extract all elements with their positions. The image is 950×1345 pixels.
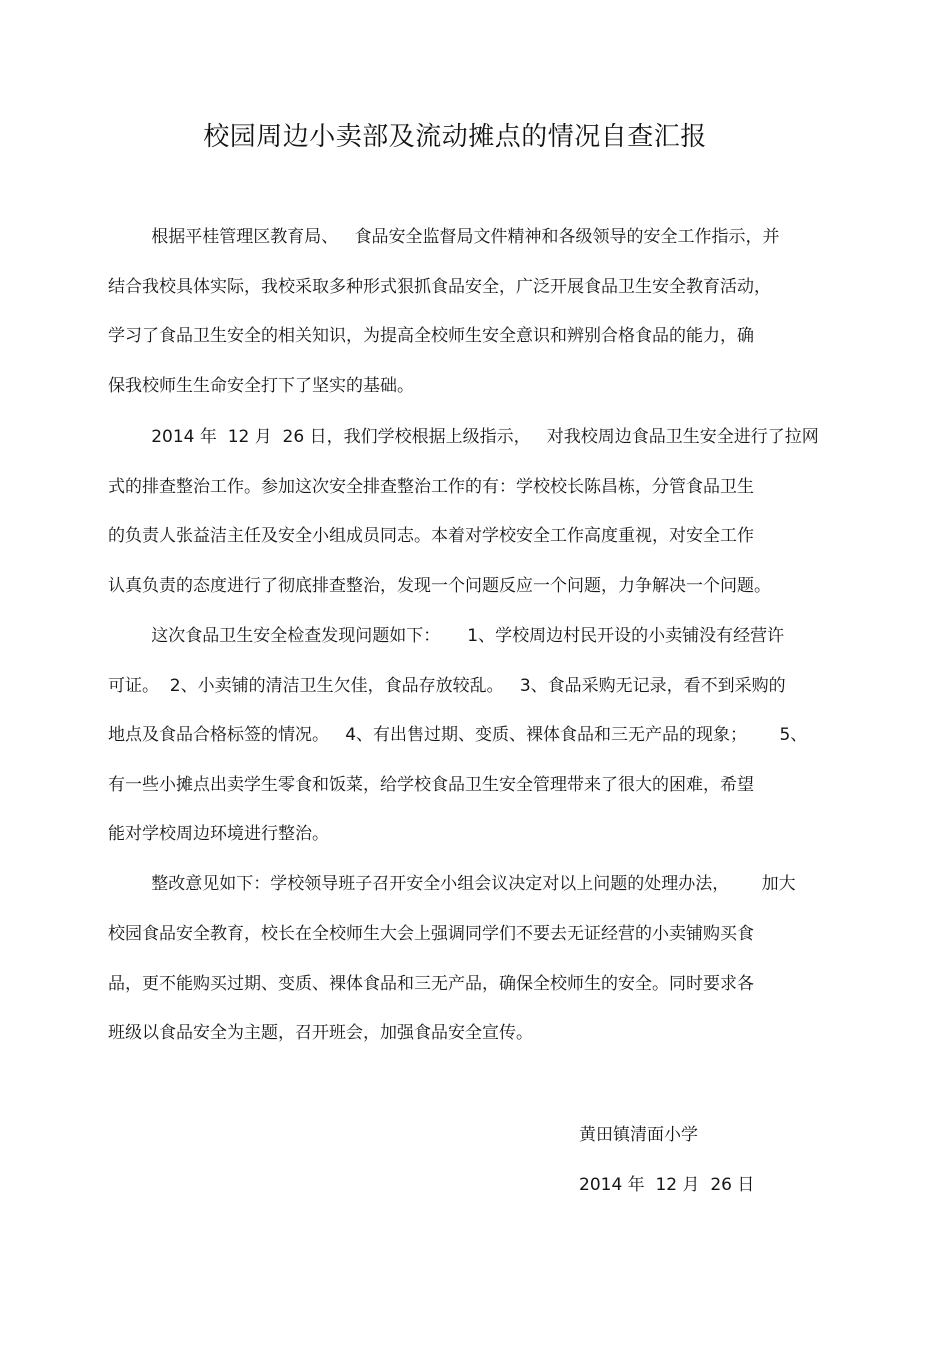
paragraph-line: 结合我校具体实际，我校采取多种形式狠抓食品安全，广泛开展食品卫生安全教育活动， <box>108 277 771 297</box>
signature-date: 2014 年 12 月 26 日 <box>579 1175 755 1195</box>
paragraph-line: 2014 年 12 月 26 日，我们学校根据上级指示， 对我校周边食品卫生安全进行了拉网 <box>108 427 819 447</box>
paragraph-line: 式的排查整治工作。参加这次安全排查整治工作的有：学校校长陈昌栋，分管食品卫生 <box>108 477 754 497</box>
paragraph-line: 保我校师生生命安全打下了坚实的基础。 <box>108 376 414 396</box>
paragraph-line: 整改意见如下：学校领导班子召开安全小组会议决定对以上问题的处理办法， 加大 <box>108 874 796 894</box>
document-title: 校园周边小卖部及流动摊点的情况自查汇报 <box>203 122 707 152</box>
paragraph-line: 根据平桂管理区教育局、 食品安全监督局文件精神和各级领导的安全工作指示，并 <box>108 227 780 247</box>
paragraph-line: 班级以食品安全为主题，召开班会，加强食品安全宣传。 <box>108 1023 533 1043</box>
paragraph-line: 能对学校周边环境进行整治。 <box>108 824 329 844</box>
paragraph-line: 可证。 2、小卖铺的清洁卫生欠佳，食品存放较乱。 3、食品采购无记录，看不到采购的 <box>108 676 786 696</box>
paragraph-line: 地点及食品合格标签的情况。 4、有出售过期、变质、裸体食品和三无产品的现象； 5、 <box>108 725 808 745</box>
paragraph-line: 校园食品安全教育，校长在全校师生大会上强调同学们不要去无证经营的小卖铺购买食 <box>108 924 754 944</box>
paragraph-line: 的负责人张益洁主任及安全小组成员同志。本着对学校安全工作高度重视，对安全工作 <box>108 526 754 546</box>
paragraph-line: 学习了食品卫生安全的相关知识，为提高全校师生安全意识和辨别合格食品的能力，确 <box>108 326 754 346</box>
signature-school: 黄田镇清面小学 <box>579 1125 698 1145</box>
paragraph-line: 这次食品卫生安全检查发现问题如下： 1、学校周边村民开设的小卖铺没有经营许 <box>108 626 785 646</box>
paragraph-line: 认真负责的态度进行了彻底排查整治，发现一个问题反应一个问题，力争解决一个问题。 <box>108 576 771 596</box>
paragraph-line: 品，更不能购买过期、变质、裸体食品和三无产品，确保全校师生的安全。同时要求各 <box>108 974 754 994</box>
paragraph-line: 有一些小摊点出卖学生零食和饭菜，给学校食品卫生安全管理带来了很大的困难，希望 <box>108 775 754 795</box>
